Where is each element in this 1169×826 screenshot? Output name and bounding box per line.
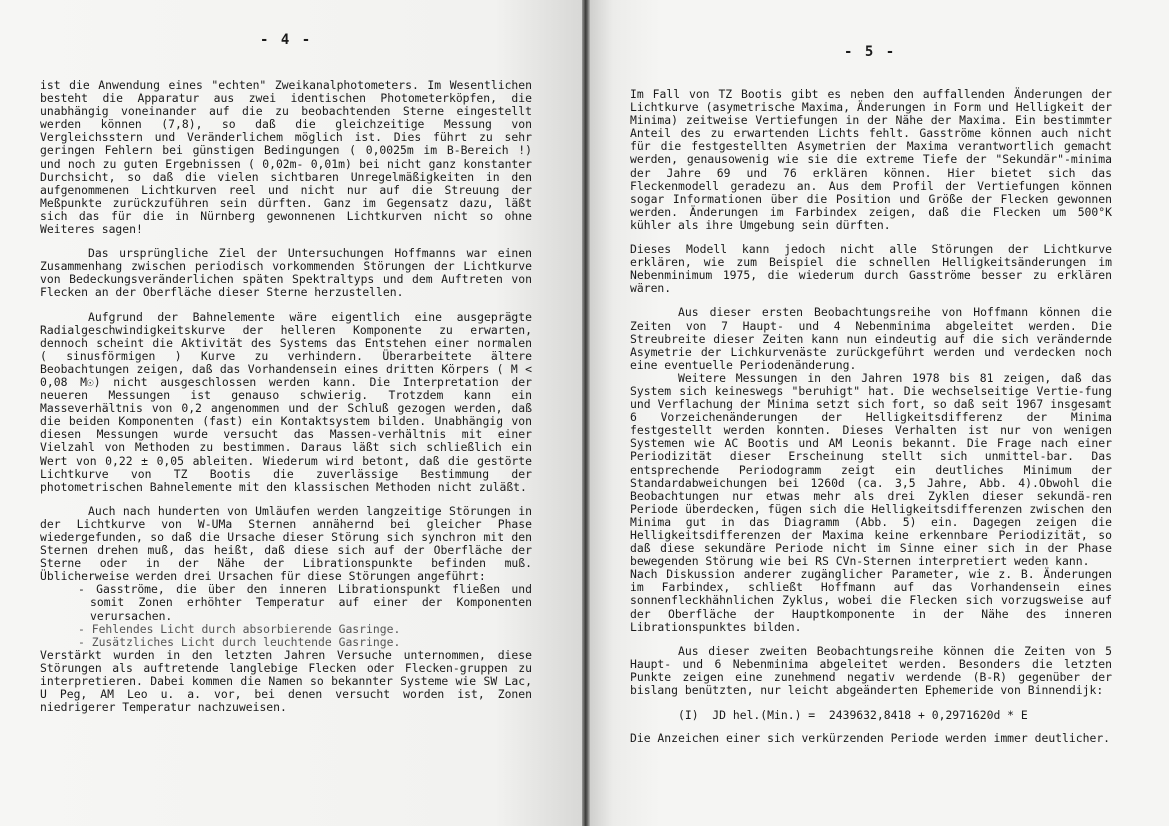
list-item: - Gasströme, die über den inneren Librationspunkt fließen und somit Zonen erhöhter Temperatur auf einer der Komponenten verursachen. [78, 582, 532, 623]
list-item: - Fehlendes Licht durch absorbierende Gasringe. [78, 621, 401, 636]
page-number: - 4 - [260, 32, 313, 48]
paragraph: Nach Diskussion anderer zugänglicher Parameter, wie z. B. Änderungen im Farbindex, schließt Hoffmann auf das Vorhandensein eines sonnenfleckhähnlichen Zyklus, wobei die Flecken sich vorzugsweise auf der Oberfläche der Hauptkomponente in der Nähe des inneren Librationspunktes bilden. [630, 567, 1112, 634]
paragraph: Weitere Messungen in den Jahren 1978 bis 81 zeigen, daß das System sich keineswegs "beruhigt" hat. Die wechselseitige Vertie-fung und Verflachung der Minima setzt sich fort, so daß seit 1967 insgesamt 6 Vorzeichenänderungen der Helligkeitsdifferenz der Minima festgestellt werden konnten. Dieses Verhalten ist nur von wenigen Systemen wie AC Bootis und AM Leonis bekannt. Die Frage nach einer Periodizität dieser Erscheinung stellt sich unmittel-bar. Das entsprechende Periodogramm zeigt ein deutliches Minimum der Standardabweichungen bei 1260d (ca. 3,5 Jahre, Abb. 4).Obwohl die Beobachtungen nur etwas mehr als drei Zyklen dieser sekundä-ren Periode überdecken, fügen sich die Helligkeitsdifferenzen zwischen den Minima gut in das Diagramm (Abb. 5) ein. Dagegen zeigen die Helligkeitsdifferenzen der Maxima keine erkennbare Periodizität, so daß diese sekundäre Periode nicht im Sinne einer sich in der Phase bewegenden Störung wie bei RS CVn-Sternen interpretiert weden kann. [630, 370, 1112, 569]
paragraph: Dieses Modell kann jedoch nicht alle Störungen der Lichtkurve erklären, wie zum Beispiel die schnellen Helligkeitsänderungen im Nebenminimum 1975, die wiederum durch Gasströme besser zu erklären wären. [630, 242, 1112, 296]
paragraph: Aus dieser zweiten Beobachtungsreihe können die Zeiten von 5 Haupt- und 6 Nebenminima abgeleitet werden. Besonders die letzten Punkte zeigen eine zunehmend negativ werdende (B-R) gegenüber der bislang benützten, nur leicht abgeänderten Ephemeride von Binnendijk: [630, 643, 1112, 698]
left-page [0, 0, 582, 826]
paragraph: Im Fall von TZ Bootis gibt es neben den auffallenden Änderungen der Lichtkurve (asymetrische Maxima, Änderungen in Form und Helligkeit der Minima) zeitweise Vertiefungen in der Nähe der Maxima. Ein bestimmter Anteil des zu erwartenden Lichts fehlt. Gasströme können auch nicht für die festgestellten Asymetrien der Maxima verantwortlich gemacht werden, genausowenig wie sie die extreme Tiefe der "Sekundär"-minima der Jahre 69 und 76 erklären können. Hier bietet sich das Fleckenmodell geradezu an. Aus dem Profil der Vertiefungen können sogar Informationen über die Position und Größe der Flecken gewonnen werden. Änderungen im Farbindex zeigen, daß die Flecken um 500°K kühler als ihre Umgebung sein dürften. [630, 87, 1112, 232]
ephemeris-formula: (I) JD hel.(Min.) = 2439632,8418 + 0,2971620d * E [678, 708, 1028, 723]
left-page-body [40, 79, 532, 714]
book-gutter [582, 0, 590, 826]
paragraph: Aus dieser ersten Beobachtungsreihe von Hoffmann können die Zeiten von 7 Haupt- und 4 Nebenminima abgeleitet werden. Die Streubreite dieser Zeiten kann nun eindeutig auf die sich verändernde Asymetrie der Lichkurvenäste zurückgeführt werden und verdecken noch eine eventuelle Periodenänderung. [630, 305, 1112, 372]
paragraph: Das ursprüngliche Ziel der Untersuchungen Hoffmanns war einen Zusammenhang zwischen periodisch vorkommenden Störungen der Lichtkurve von Bedeckungsveränderlichen späten Spektraltyps und dem Auftreten von Flecken an der Oberfläche dieser Sterne herzustellen. [40, 246, 532, 300]
paragraph: Auch nach hunderten von Umläufen werden langzeitige Störungen in der Lichtkurve von W-UMa Sternen annähernd bei gleicher Phase wiedergefunden, so daß die Ursache dieser Störung sich synchron mit den Sternen drehen muß, das heißt, daß diese sich auf der Oberfläche der Sterne oder in der Nähe der Librationspunkte befinden muß. Üblicherweise werden drei Ursachen für diese Störungen angeführt: [40, 503, 532, 584]
list-item: - Zusätzliches Licht durch leuchtende Gasringe. [78, 634, 401, 649]
right-page-body [630, 88, 1112, 756]
paragraph: ist die Anwendung eines "echten" Zweikanalphotometers. Im Wesentlichen besteht die Apparatur aus zwei identischen Photometerköpfen, die unabhängig voneinander auf die zu beobachtenden Sterne eingestellt werden können (7,8), so daß die gleichzeitige Messung von Vergleichsstern und Veränderlichem möglich ist. Dies führt zu sehr geringen Fehlern bei günstigen Bedingungen ( 0,0025m im B-Bereich !) und noch zu guten Ergebnissen ( 0,02m- 0,01m) bei nicht ganz konstanter Durchsicht, so daß die vielen sichtbaren Unregelmäßigkeiten in den aufgenommenen Lichtkurven reel und nicht nur auf die Streuung der Meßpunkte zurückzuführen sein dürften. Ganz im Gegensatz dazu, läßt sich das für die in Nürnberg gewonnenen Lichtkurven nicht so ohne Weiteres sagen! [40, 78, 532, 237]
paragraph: Die Anzeichen einer sich verkürzenden Periode werden immer deutlicher. [630, 731, 1111, 746]
right-page [590, 0, 1169, 826]
page-number: - 5 - [844, 44, 897, 60]
paragraph: Aufgrund der Bahnelemente wäre eigentlich eine ausgeprägte Radialgeschwindigkeitskurve der helleren Komponente zu erwarten, dennoch scheint die Aktivität des Systems das Entstehen einer normalen ( sinusförmigen ) Kurve zu verhindern. Überarbeitete ältere Beobachtungen zeigen, daß das Vorhandensein eines dritten Körpers ( M < 0,08 M☉) nicht ausgeschlossen werden kann. Die Interpretation der neueren Messungen ist genauso schwierig. Trotzdem kann ein Masseverhältnis von 0,2 angenommen und der Schluß gezogen werden, daß die beiden Komponenten (fast) ein Kontaktsystem bilden. Unabhängig von diesen Messungen wurde versucht das Massen-verhältnis mit einer Vielzahl von Methoden zu bestimmen. Daraus läßt sich schließlich ein Wert von 0,22 ± 0,05 ableiten. Wiederum wird betont, daß die gestörte Lichtkurve von TZ Bootis die zuverlässige Bestimmung der photometrischen Bahnelemente mit den klassischen Methoden nicht zuläßt. [40, 309, 532, 494]
causes-list [78, 583, 532, 648]
paragraph: Verstärkt wurden in den letzten Jahren Versuche unternommen, diese Störungen als auftretende langlebige Flecken oder Flecken-gruppen zu interpretieren. Dabei kommen die Namen so bekannter Systeme wie SW Lac, U Peg, AM Leo u. a. vor, bei denen versucht worden ist, Zonen niedrigerer Temperatur nachzuweisen. [40, 647, 532, 715]
